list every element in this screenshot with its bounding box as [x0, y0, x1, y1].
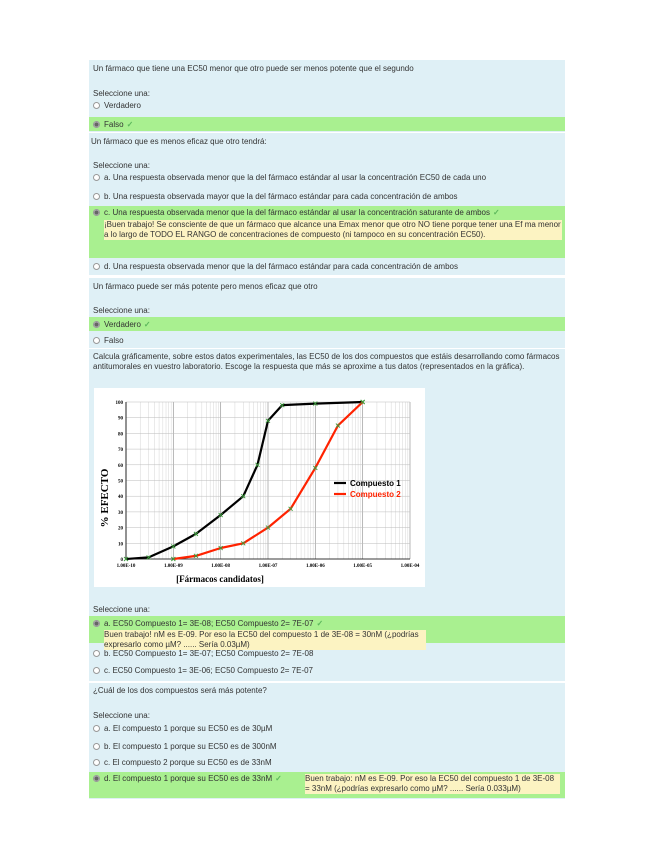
- question-4-text: Calcula gráficamente, sobre estos datos experimentales, las EC50 de los dos compuestos que estáis desarrollando como fármacos antitumorales en vuestro laboratorio. Escoge la respuesta que más se aproxime a tus datos (representados en la gráfica).: [93, 352, 560, 371]
- question-5-text: ¿Cuál de los dos compuestos será más potente?: [93, 686, 267, 695]
- y-tick-label: 100: [115, 401, 123, 406]
- y-tick-label: 30: [118, 510, 123, 516]
- q5-option-label: d. El compuesto 1 porque su EC50 es de 33nM: [104, 774, 273, 783]
- q1-option-verdadero[interactable]: [93, 101, 141, 111]
- radio-icon[interactable]: [93, 759, 100, 766]
- chart-ylabel: % EFECTO: [99, 468, 111, 528]
- x-tick-label: 1.00E-09: [163, 564, 183, 569]
- y-tick-label: 0: [120, 558, 123, 563]
- checkmark-icon: ✓: [493, 208, 500, 217]
- ec50-chart: [94, 388, 425, 587]
- q1-option-label: Verdadero: [104, 101, 141, 110]
- q1-selected-highlight: [89, 117, 565, 131]
- q3-option-verdadero[interactable]: [93, 320, 151, 330]
- q4-feedback: Buen trabajo! nM es E-09. Por eso la EC50 del compuesto 1 de 3E-08 = 30nM (¿podrías expresarlo como µM? ...... Sería 0.03µM): [104, 630, 426, 650]
- q4-option-label: b. EC50 Compuesto 1= 3E-07; EC50 Compuesto 2= 7E-08: [104, 649, 314, 658]
- radio-icon[interactable]: [93, 102, 100, 109]
- q5-option-label: c. El compuesto 2 porque su EC50 es de 33nM: [104, 758, 272, 767]
- radio-icon[interactable]: [93, 667, 100, 674]
- x-tick-label: 1.00E-06: [305, 564, 325, 569]
- y-tick-label: 40: [118, 495, 123, 501]
- x-tick-label: 1.00E-05: [353, 564, 373, 569]
- x-tick-label: 1.00E-10: [116, 564, 136, 569]
- checkmark-icon: ✓: [126, 120, 134, 129]
- y-tick-label: 60: [118, 463, 123, 469]
- radio-icon[interactable]: [93, 263, 100, 270]
- q1-option-falso[interactable]: [93, 120, 133, 130]
- q5-option-c[interactable]: [93, 758, 272, 768]
- checkmark-icon: ✓: [143, 320, 151, 329]
- question-3-prompt: Seleccione una:: [93, 306, 150, 315]
- x-tick-label: 1.00E-07: [258, 564, 278, 569]
- chart-xlabel: [Fármacos candidatos]: [176, 574, 264, 584]
- legend-label: Compuesto 1: [350, 479, 401, 488]
- checkmark-icon: ✓: [316, 619, 324, 628]
- question-2-text: Un fármaco que es menos eficaz que otro tendrá:: [91, 137, 267, 146]
- radio-icon[interactable]: [93, 725, 100, 732]
- radio-selected-icon[interactable]: [93, 209, 100, 216]
- q4-option-label: a. EC50 Compuesto 1= 3E-08; EC50 Compuesto 2= 7E-07: [104, 619, 314, 628]
- radio-selected-icon[interactable]: [93, 121, 100, 128]
- q3-option-label: Falso: [104, 336, 124, 345]
- y-tick-label: 50: [118, 479, 123, 485]
- radio-selected-icon[interactable]: [93, 620, 100, 627]
- q2-option-label: d. Una respuesta observada menor que la del fármaco estándar para cada concentración de ambos: [104, 262, 458, 271]
- q2-option-d[interactable]: [93, 262, 458, 272]
- q5-option-d[interactable]: [93, 774, 282, 784]
- q2-option-b[interactable]: [93, 192, 458, 202]
- radio-icon[interactable]: [93, 337, 100, 344]
- x-tick-label: 1.00E-08: [211, 564, 231, 569]
- q5-option-label: a. El compuesto 1 porque su EC50 es de 30µM: [104, 724, 273, 733]
- radio-icon[interactable]: [93, 174, 100, 181]
- q3-option-falso[interactable]: [93, 336, 124, 346]
- q2-option-c[interactable]: [93, 208, 500, 218]
- y-tick-label: 90: [118, 416, 123, 422]
- q4-option-a[interactable]: [93, 619, 323, 629]
- radio-selected-icon[interactable]: [93, 775, 100, 782]
- radio-icon[interactable]: [93, 650, 100, 657]
- q5-option-label: b. El compuesto 1 porque su EC50 es de 300nM: [104, 742, 277, 751]
- q4-option-b[interactable]: [93, 649, 313, 659]
- q5-option-b[interactable]: [93, 742, 277, 752]
- y-tick-label: 20: [118, 526, 123, 532]
- q3-selected-highlight: [89, 317, 565, 331]
- y-tick-label: 10: [118, 542, 123, 548]
- question-1-prompt: Seleccione una:: [93, 89, 150, 98]
- q4-option-c[interactable]: [93, 666, 313, 676]
- radio-icon[interactable]: [93, 743, 100, 750]
- question-3-text: Un fármaco puede ser más potente pero menos eficaz que otro: [93, 282, 318, 291]
- q1-option-label: Falso: [104, 120, 124, 129]
- question-5-prompt: Seleccione una:: [93, 711, 150, 720]
- x-tick-label: 1.00E-04: [400, 564, 420, 569]
- question-1-text: Un fármaco que tiene una EC50 menor que otro puede ser menos potente que el segundo: [93, 64, 414, 73]
- radio-selected-icon[interactable]: [93, 321, 100, 328]
- checkmark-icon: ✓: [275, 774, 282, 783]
- y-tick-label: 80: [118, 432, 123, 438]
- q5-option-a[interactable]: [93, 724, 272, 734]
- radio-icon[interactable]: [93, 193, 100, 200]
- q2-option-a[interactable]: [93, 173, 486, 183]
- y-tick-label: 70: [118, 448, 123, 454]
- q2-feedback: ¡Buen trabajo! Se consciente de que un fármaco que alcance una Emax menor que otro NO tiene porque tener una Ef ma menor a lo largo de TODO EL RANGO de concentraciones de compuesto (ni tampoco en su concentración EC50).: [104, 220, 561, 239]
- q2-option-label: c. Una respuesta observada menor que la del fármaco estándar al usar la concentración saturante de ambos: [104, 208, 490, 217]
- q4-option-label: c. EC50 Compuesto 1= 3E-06; EC50 Compuesto 2= 7E-07: [104, 666, 314, 675]
- question-2-prompt: Seleccione una:: [93, 161, 150, 170]
- q2-option-label: b. Una respuesta observada mayor que la del fármaco estándar para cada concentración de ambos: [104, 192, 458, 201]
- question-4-prompt: Seleccione una:: [93, 605, 150, 614]
- legend-label: Compuesto 2: [350, 490, 401, 499]
- q5-feedback: Buen trabajo: nM es E-09. Por eso la EC50 del compuesto 1 de 3E-08 = 33nM (¿podrías expresarlo como µM? ...... Sería 0.033µM): [305, 774, 560, 794]
- q2-option-label: a. Una respuesta observada menor que la del fármaco estándar al usar la concentración EC50 de cada uno: [104, 173, 487, 182]
- q3-option-label: Verdadero: [104, 320, 141, 329]
